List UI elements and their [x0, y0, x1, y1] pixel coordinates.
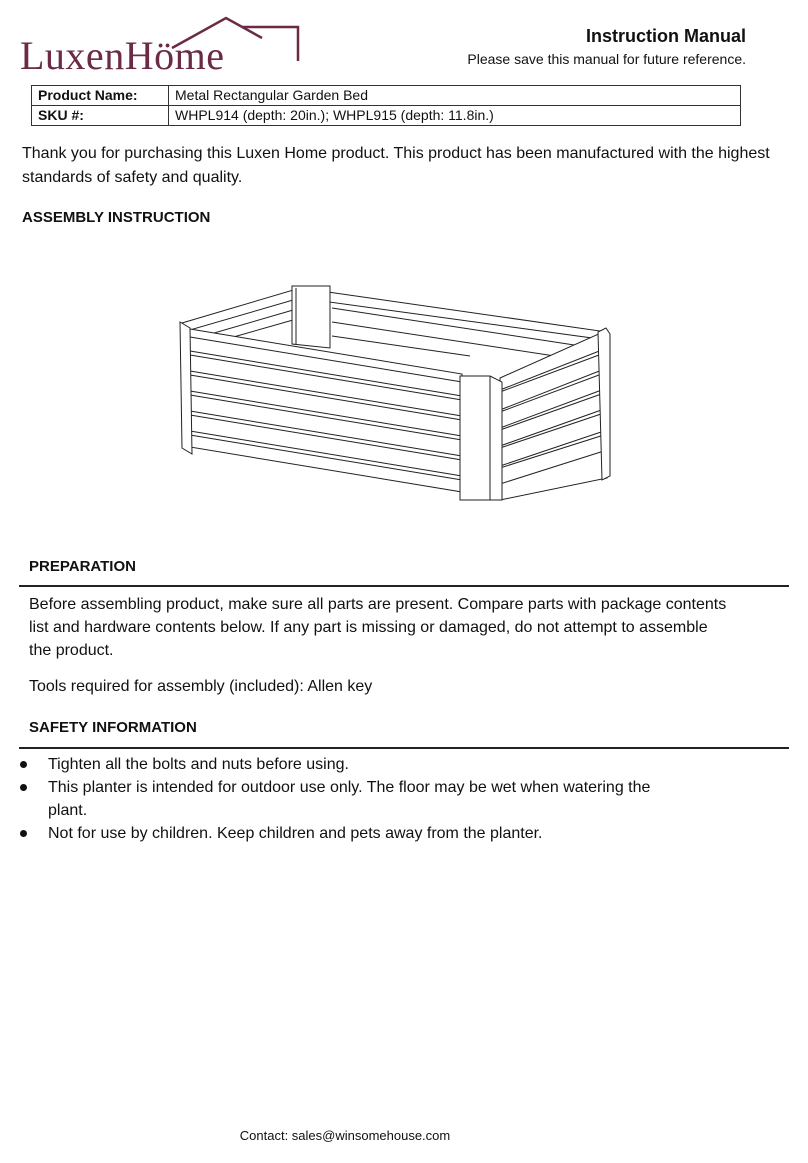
manual-subtitle: Please save this manual for future reference. — [467, 51, 746, 67]
list-item: This planter is intended for outdoor use only. The floor may be wet when watering the plant. — [18, 776, 678, 822]
safety-heading: SAFETY INFORMATION — [29, 719, 197, 736]
table-row — [32, 106, 741, 126]
list-item: Not for use by children. Keep children and pets away from the planter. — [18, 822, 678, 845]
table-key: Product Name: — [32, 86, 169, 106]
logo-wordmark: LuxenHöme — [20, 33, 225, 78]
table-row — [32, 86, 741, 106]
brand-logo — [20, 14, 290, 78]
bullet-icon — [20, 784, 27, 791]
table-key: SKU #: — [32, 106, 169, 126]
bullet-icon — [20, 761, 27, 768]
manual-title: Instruction Manual — [585, 26, 746, 46]
section-divider — [19, 747, 789, 749]
contact-info: Contact: sales@winsomehouse.com — [239, 1128, 451, 1143]
preparation-heading: PREPARATION — [29, 558, 136, 575]
list-item: Tighten all the bolts and nuts before using. — [18, 753, 678, 776]
garden-bed-illustration — [170, 278, 620, 508]
assembly-heading: ASSEMBLY INSTRUCTION — [22, 209, 211, 226]
product-info-table — [31, 85, 741, 126]
section-divider — [19, 585, 789, 587]
table-value: Metal Rectangular Garden Bed — [169, 86, 741, 106]
bullet-icon — [20, 830, 27, 837]
preparation-text: Before assembling product, make sure all parts are present. Compare parts with package contents list and hardware contents below. If any part is missing or damaged, do not attempt to assemble the product. — [29, 596, 727, 659]
safety-list — [18, 753, 678, 845]
table-value: WHPL914 (depth: 20in.); WHPL915 (depth: 11.8in.) — [169, 106, 741, 126]
tools-required: Tools required for assembly (included): Allen key — [29, 678, 373, 695]
intro-paragraph: Thank you for purchasing this Luxen Home product. This product has been manufactured with the highest standards of safety and quality. — [22, 145, 770, 186]
